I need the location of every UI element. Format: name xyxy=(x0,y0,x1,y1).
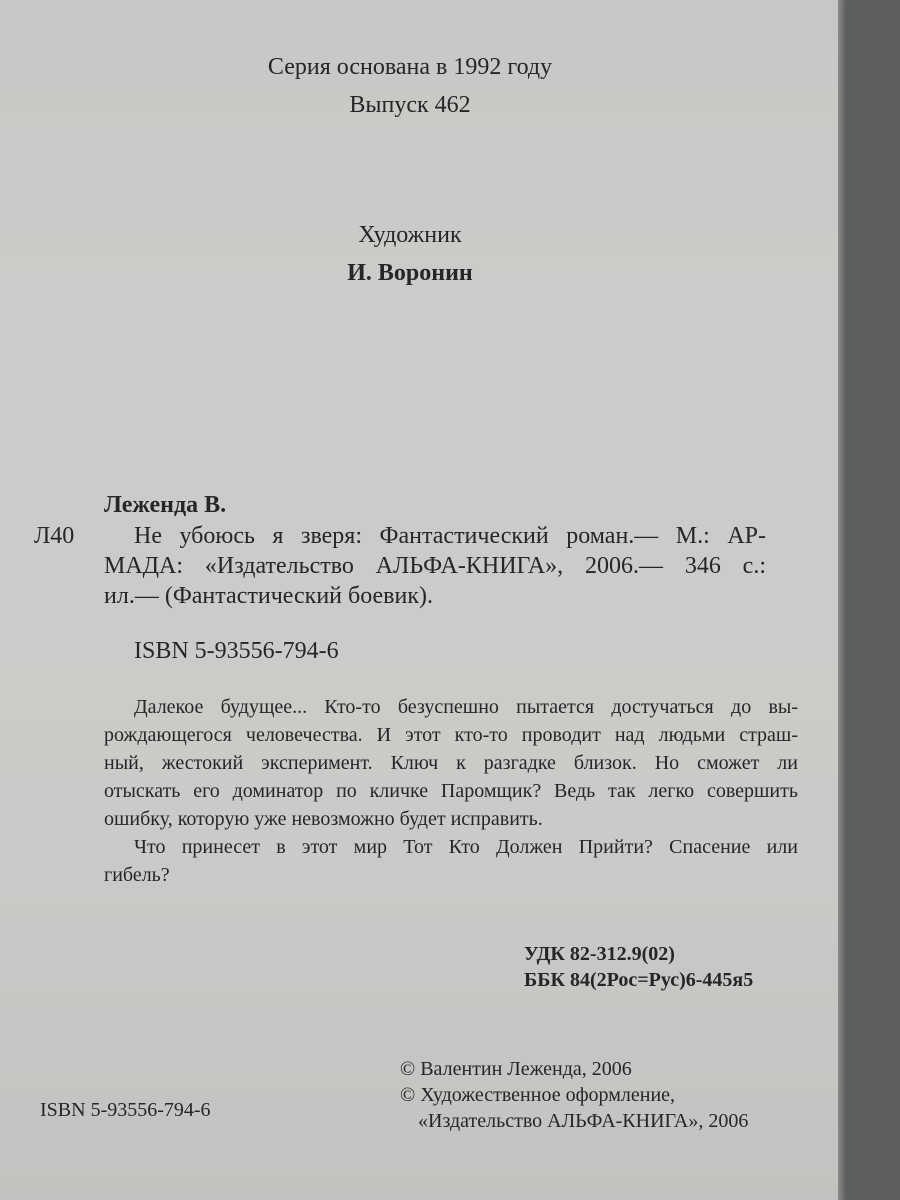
catalog-description-line-2: МАДА: «Издательство АЛЬФА-КНИГА», 2006.— 346 с.: xyxy=(104,553,766,579)
artist-name: И. Воронин xyxy=(347,260,473,286)
page-edge-shadow xyxy=(838,0,846,1200)
copyright-design-line-2: «Издательство АЛЬФА-КНИГА», 2006 xyxy=(418,1110,749,1132)
abstract-line-2: рождающегося человечества. И этот кто-то проводит над людьми страш- xyxy=(104,724,798,746)
artist-role: Художник xyxy=(358,222,462,248)
catalog-description-line-3: ил.— (Фантастический боевик). xyxy=(104,583,433,609)
catalog-code: Л40 xyxy=(34,523,75,549)
catalog-author-heading: Леженда В. xyxy=(104,492,227,518)
footer-isbn: ISBN 5-93556-794-6 xyxy=(40,1099,211,1121)
abstract-line-3: ный, жестокий эксперимент. Ключ к разгадке близок. Но сможет ли xyxy=(104,752,798,774)
copyright-design-line-1: © Художественное оформление, xyxy=(400,1084,676,1106)
abstract-line-1: Далекое будущее... Кто-то безуспешно пытается достучаться до вы- xyxy=(134,696,798,718)
catalog-isbn: ISBN 5-93556-794-6 xyxy=(134,638,339,664)
abstract-line-6: Что принесет в этот мир Тот Кто Должен Прийти? Спасение или xyxy=(134,836,798,858)
bbk-code: ББК 84(2Рос=Рус)6-445я5 xyxy=(524,969,754,991)
copyright-author: © Валентин Леженда, 2006 xyxy=(400,1058,632,1080)
udk-code: УДК 82-312.9(02) xyxy=(524,943,675,965)
abstract-line-4: отыскать его доминатор по кличке Паромщик? Ведь так легко совершить xyxy=(104,780,798,802)
abstract-line-5: ошибку, которую уже невозможно будет исправить. xyxy=(104,808,543,830)
series-issue: Выпуск 462 xyxy=(349,92,471,118)
abstract-line-7: гибель? xyxy=(104,864,170,886)
catalog-description-line-1: Не убоюсь я зверя: Фантастический роман.— М.: АР- xyxy=(134,523,766,549)
series-founded: Серия основана в 1992 году xyxy=(267,54,553,80)
